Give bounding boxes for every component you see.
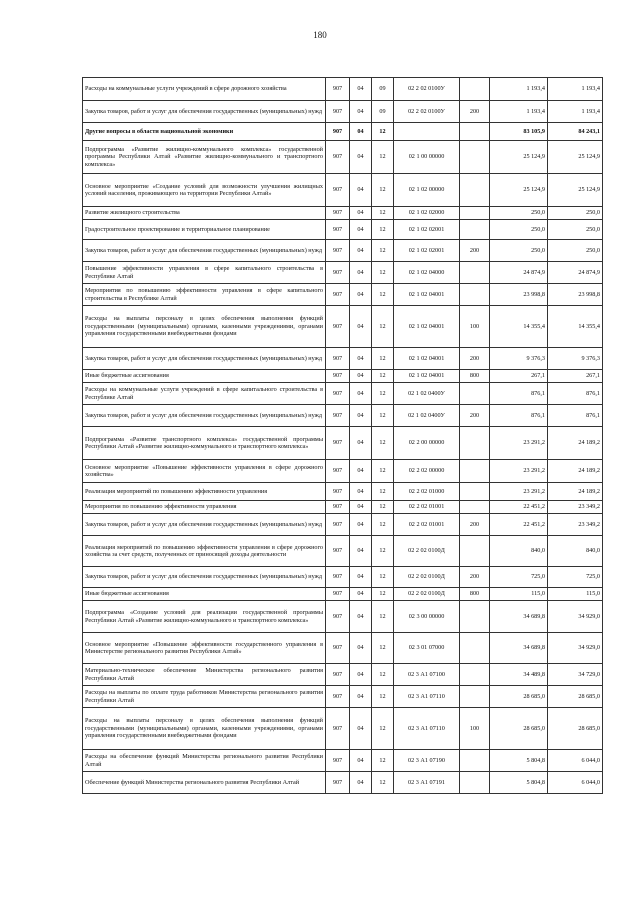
table-row bbox=[83, 101, 603, 123]
section-code: 04 bbox=[350, 588, 372, 601]
amount-year-2: 25 124,9 bbox=[548, 174, 603, 207]
section-code: 04 bbox=[350, 567, 372, 588]
page-number: 180 bbox=[313, 30, 327, 40]
amount-year-1: 250,0 bbox=[490, 207, 548, 220]
expense-type-code: 200 bbox=[460, 405, 490, 427]
amount-year-2: 250,0 bbox=[548, 240, 603, 262]
ved-code: 907 bbox=[326, 427, 350, 460]
row-name: Расходы на коммунальные услуги учреждений в сфере капитального строительства в Республике Алтай bbox=[83, 383, 326, 405]
subsection-code: 12 bbox=[372, 207, 394, 220]
row-name: Градостроительное проектирование и территориальное планирование bbox=[83, 220, 326, 240]
table-row bbox=[83, 220, 603, 240]
ved-code: 907 bbox=[326, 240, 350, 262]
row-name: Материально-техническое обеспечение Министерства регионального развития Республики Алтай bbox=[83, 664, 326, 686]
target-article-code bbox=[394, 123, 460, 141]
expense-type-code bbox=[460, 601, 490, 633]
amount-year-2: 84 243,1 bbox=[548, 123, 603, 141]
amount-year-2: 25 124,9 bbox=[548, 141, 603, 174]
ved-code: 907 bbox=[326, 123, 350, 141]
row-name: Мероприятия по повышению эффективности управления bbox=[83, 501, 326, 514]
section-code: 04 bbox=[350, 483, 372, 501]
table-row bbox=[83, 483, 603, 501]
section-code: 04 bbox=[350, 101, 372, 123]
ved-code: 907 bbox=[326, 101, 350, 123]
target-article-code: 02 1 02 04001 bbox=[394, 284, 460, 306]
target-article-code: 02 2 02 0100Д bbox=[394, 567, 460, 588]
row-name: Закупка товаров, работ и услуг для обеспечения государственных (муниципальных) нужд bbox=[83, 240, 326, 262]
row-name: Основное мероприятие «Повышение эффективности управления в сфере дорожного хозяйства» bbox=[83, 460, 326, 483]
row-name: Повышение эффективности управления в сфере капитального строительства в Республике Алтай bbox=[83, 262, 326, 284]
subsection-code: 12 bbox=[372, 708, 394, 750]
expense-type-code: 100 bbox=[460, 306, 490, 348]
subsection-code: 12 bbox=[372, 427, 394, 460]
table-row bbox=[83, 501, 603, 514]
amount-year-2: 267,1 bbox=[548, 370, 603, 383]
amount-year-1: 34 489,8 bbox=[490, 664, 548, 686]
subsection-code: 12 bbox=[372, 240, 394, 262]
amount-year-2: 23 349,2 bbox=[548, 514, 603, 536]
ved-code: 907 bbox=[326, 567, 350, 588]
target-article-code: 02 3 А1 07110 bbox=[394, 708, 460, 750]
ved-code: 907 bbox=[326, 207, 350, 220]
ved-code: 907 bbox=[326, 174, 350, 207]
ved-code: 907 bbox=[326, 686, 350, 708]
subsection-code: 12 bbox=[372, 664, 394, 686]
row-name: Закупка товаров, работ и услуг для обеспечения государственных (муниципальных) нужд bbox=[83, 514, 326, 536]
row-name: Закупка товаров, работ и услуг для обеспечения государственных (муниципальных) нужд bbox=[83, 348, 326, 370]
ved-code: 907 bbox=[326, 750, 350, 772]
table-row bbox=[83, 383, 603, 405]
subsection-code: 12 bbox=[372, 536, 394, 567]
subsection-code: 12 bbox=[372, 750, 394, 772]
amount-year-1: 840,0 bbox=[490, 536, 548, 567]
ved-code: 907 bbox=[326, 772, 350, 794]
expense-type-code bbox=[460, 383, 490, 405]
section-code: 04 bbox=[350, 633, 372, 664]
amount-year-2: 1 193,4 bbox=[548, 78, 603, 101]
subsection-code: 12 bbox=[372, 383, 394, 405]
target-article-code: 02 1 02 0400У bbox=[394, 383, 460, 405]
amount-year-1: 876,1 bbox=[490, 405, 548, 427]
target-article-code: 02 3 А1 07191 bbox=[394, 772, 460, 794]
amount-year-1: 34 689,8 bbox=[490, 601, 548, 633]
expense-type-code bbox=[460, 633, 490, 664]
table-row bbox=[83, 262, 603, 284]
amount-year-1: 1 193,4 bbox=[490, 78, 548, 101]
ved-code: 907 bbox=[326, 633, 350, 664]
expense-type-code: 100 bbox=[460, 708, 490, 750]
budget-table bbox=[82, 77, 603, 794]
target-article-code: 02 1 02 02001 bbox=[394, 220, 460, 240]
section-code: 04 bbox=[350, 174, 372, 207]
row-name: Иные бюджетные ассигнования bbox=[83, 588, 326, 601]
section-code: 04 bbox=[350, 686, 372, 708]
table-row bbox=[83, 567, 603, 588]
row-name: Развитие жилищного строительства bbox=[83, 207, 326, 220]
amount-year-1: 23 998,8 bbox=[490, 284, 548, 306]
row-name: Реализация мероприятий по повышению эффективности управления в сфере дорожного хозяйства за счет средств, полученных от приносящей доходы деятельности bbox=[83, 536, 326, 567]
ved-code: 907 bbox=[326, 514, 350, 536]
target-article-code: 02 1 02 04001 bbox=[394, 348, 460, 370]
target-article-code: 02 2 02 0100У bbox=[394, 78, 460, 101]
ved-code: 907 bbox=[326, 536, 350, 567]
amount-year-1: 725,0 bbox=[490, 567, 548, 588]
amount-year-2: 23 998,8 bbox=[548, 284, 603, 306]
expense-type-code bbox=[460, 141, 490, 174]
amount-year-1: 267,1 bbox=[490, 370, 548, 383]
subsection-code: 12 bbox=[372, 686, 394, 708]
amount-year-2: 6 044,0 bbox=[548, 750, 603, 772]
expense-type-code: 200 bbox=[460, 348, 490, 370]
row-name: Закупка товаров, работ и услуг для обеспечения государственных (муниципальных) нужд bbox=[83, 101, 326, 123]
ved-code: 907 bbox=[326, 284, 350, 306]
target-article-code: 02 2 02 01001 bbox=[394, 514, 460, 536]
section-code: 04 bbox=[350, 405, 372, 427]
row-name: Подпрограмма «Развитие жилищно-коммунального комплекса» государственной программы Республики Алтай «Развитие жилищно-коммунального и транспортного комплекса» bbox=[83, 141, 326, 174]
target-article-code: 02 3 А1 07190 bbox=[394, 750, 460, 772]
section-code: 04 bbox=[350, 664, 372, 686]
ved-code: 907 bbox=[326, 348, 350, 370]
amount-year-2: 9 376,3 bbox=[548, 348, 603, 370]
expense-type-code bbox=[460, 174, 490, 207]
table-row bbox=[83, 772, 603, 794]
expense-type-code: 200 bbox=[460, 240, 490, 262]
amount-year-1: 250,0 bbox=[490, 240, 548, 262]
ved-code: 907 bbox=[326, 383, 350, 405]
amount-year-2: 24 874,9 bbox=[548, 262, 603, 284]
row-name: Подпрограмма «Создание условий для реализации государственной программы Республики Алтай «Развитие жилищно-коммунального и транспортного комплекса» bbox=[83, 601, 326, 633]
table-row bbox=[83, 460, 603, 483]
amount-year-1: 23 291,2 bbox=[490, 483, 548, 501]
amount-year-1: 22 451,2 bbox=[490, 514, 548, 536]
target-article-code: 02 2 02 00000 bbox=[394, 460, 460, 483]
section-code: 04 bbox=[350, 601, 372, 633]
table-row bbox=[83, 370, 603, 383]
section-code: 04 bbox=[350, 750, 372, 772]
section-code: 04 bbox=[350, 220, 372, 240]
section-code: 04 bbox=[350, 708, 372, 750]
expense-type-code bbox=[460, 772, 490, 794]
target-article-code: 02 1 02 0400У bbox=[394, 405, 460, 427]
target-article-code: 02 2 02 0100У bbox=[394, 101, 460, 123]
expense-type-code: 800 bbox=[460, 370, 490, 383]
amount-year-1: 25 124,9 bbox=[490, 174, 548, 207]
expense-type-code bbox=[460, 220, 490, 240]
section-code: 04 bbox=[350, 460, 372, 483]
amount-year-1: 9 376,3 bbox=[490, 348, 548, 370]
subsection-code: 12 bbox=[372, 514, 394, 536]
table-row bbox=[83, 536, 603, 567]
row-name: Расходы на выплаты персоналу в целях обеспечения выполнения функций государственными (муниципальными) органами, казенными учреждениями, органами управления государственными внебюджетными фондами bbox=[83, 306, 326, 348]
ved-code: 907 bbox=[326, 588, 350, 601]
target-article-code: 02 1 02 04001 bbox=[394, 370, 460, 383]
section-code: 04 bbox=[350, 370, 372, 383]
subsection-code: 12 bbox=[372, 460, 394, 483]
amount-year-2: 840,0 bbox=[548, 536, 603, 567]
target-article-code: 02 1 02 04000 bbox=[394, 262, 460, 284]
amount-year-1: 24 874,9 bbox=[490, 262, 548, 284]
amount-year-2: 115,0 bbox=[548, 588, 603, 601]
row-name: Закупка товаров, работ и услуг для обеспечения государственных (муниципальных) нужд bbox=[83, 405, 326, 427]
amount-year-2: 28 685,0 bbox=[548, 686, 603, 708]
subsection-code: 12 bbox=[372, 483, 394, 501]
amount-year-2: 876,1 bbox=[548, 405, 603, 427]
row-name: Другие вопросы в области национальной экономики bbox=[83, 123, 326, 141]
subsection-code: 12 bbox=[372, 174, 394, 207]
amount-year-2: 23 349,2 bbox=[548, 501, 603, 514]
amount-year-1: 22 451,2 bbox=[490, 501, 548, 514]
section-code: 04 bbox=[350, 383, 372, 405]
section-code: 04 bbox=[350, 141, 372, 174]
subsection-code: 12 bbox=[372, 220, 394, 240]
section-code: 04 bbox=[350, 348, 372, 370]
amount-year-2: 34 729,0 bbox=[548, 664, 603, 686]
table-row bbox=[83, 588, 603, 601]
section-code: 04 bbox=[350, 123, 372, 141]
target-article-code: 02 3 А1 07100 bbox=[394, 664, 460, 686]
section-code: 04 bbox=[350, 514, 372, 536]
target-article-code: 02 2 00 00000 bbox=[394, 427, 460, 460]
ved-code: 907 bbox=[326, 262, 350, 284]
amount-year-1: 14 355,4 bbox=[490, 306, 548, 348]
expense-type-code bbox=[460, 460, 490, 483]
amount-year-2: 1 193,4 bbox=[548, 101, 603, 123]
row-name: Расходы на выплаты персоналу в целях обеспечения выполнения функций государственными (муниципальными) органами, казенными учреждениями, органами управления государственными внебюджетными фондами bbox=[83, 708, 326, 750]
amount-year-2: 34 929,0 bbox=[548, 601, 603, 633]
target-article-code: 02 2 02 0100Д bbox=[394, 588, 460, 601]
section-code: 04 bbox=[350, 207, 372, 220]
amount-year-1: 23 291,2 bbox=[490, 427, 548, 460]
subsection-code: 12 bbox=[372, 405, 394, 427]
amount-year-1: 5 804,8 bbox=[490, 772, 548, 794]
table-row bbox=[83, 601, 603, 633]
section-code: 04 bbox=[350, 262, 372, 284]
amount-year-1: 115,0 bbox=[490, 588, 548, 601]
target-article-code: 02 1 02 00000 bbox=[394, 174, 460, 207]
amount-year-2: 250,0 bbox=[548, 207, 603, 220]
subsection-code: 09 bbox=[372, 101, 394, 123]
expense-type-code bbox=[460, 664, 490, 686]
section-code: 04 bbox=[350, 536, 372, 567]
amount-year-1: 876,1 bbox=[490, 383, 548, 405]
row-name: Основное мероприятие «Повышение эффективности государственного управления в Министерстве регионального развития Республики Алтай» bbox=[83, 633, 326, 664]
expense-type-code bbox=[460, 284, 490, 306]
amount-year-2: 876,1 bbox=[548, 383, 603, 405]
amount-year-1: 250,0 bbox=[490, 220, 548, 240]
subsection-code: 12 bbox=[372, 567, 394, 588]
ved-code: 907 bbox=[326, 405, 350, 427]
subsection-code: 12 bbox=[372, 306, 394, 348]
subsection-code: 12 bbox=[372, 123, 394, 141]
ved-code: 907 bbox=[326, 78, 350, 101]
row-name: Закупка товаров, работ и услуг для обеспечения государственных (муниципальных) нужд bbox=[83, 567, 326, 588]
ved-code: 907 bbox=[326, 460, 350, 483]
target-article-code: 02 3 А1 07110 bbox=[394, 686, 460, 708]
row-name: Подпрограмма «Развитие транспортного комплекса» государственной программы Республики Алтай «Развитие жилищно-коммунального и транспортного комплекса» bbox=[83, 427, 326, 460]
expense-type-code bbox=[460, 686, 490, 708]
expense-type-code bbox=[460, 78, 490, 101]
amount-year-1: 34 689,8 bbox=[490, 633, 548, 664]
table-row bbox=[83, 686, 603, 708]
subsection-code: 12 bbox=[372, 772, 394, 794]
section-code: 04 bbox=[350, 240, 372, 262]
table-row bbox=[83, 123, 603, 141]
ved-code: 907 bbox=[326, 220, 350, 240]
subsection-code: 12 bbox=[372, 601, 394, 633]
amount-year-1: 1 193,4 bbox=[490, 101, 548, 123]
row-name: Расходы на коммунальные услуги учреждений в сфере дорожного хозяйства bbox=[83, 78, 326, 101]
subsection-code: 09 bbox=[372, 78, 394, 101]
target-article-code: 02 1 00 00000 bbox=[394, 141, 460, 174]
ved-code: 907 bbox=[326, 664, 350, 686]
ved-code: 907 bbox=[326, 483, 350, 501]
expense-type-code bbox=[460, 750, 490, 772]
row-name: Иные бюджетные ассигнования bbox=[83, 370, 326, 383]
section-code: 04 bbox=[350, 78, 372, 101]
table-row bbox=[83, 708, 603, 750]
subsection-code: 12 bbox=[372, 588, 394, 601]
amount-year-1: 28 685,0 bbox=[490, 686, 548, 708]
table-row bbox=[83, 405, 603, 427]
expense-type-code bbox=[460, 427, 490, 460]
target-article-code: 02 2 02 01000 bbox=[394, 483, 460, 501]
ved-code: 907 bbox=[326, 306, 350, 348]
ved-code: 907 bbox=[326, 370, 350, 383]
expense-type-code: 200 bbox=[460, 514, 490, 536]
table-row bbox=[83, 240, 603, 262]
amount-year-1: 28 685,0 bbox=[490, 708, 548, 750]
expense-type-code bbox=[460, 536, 490, 567]
amount-year-2: 24 189,2 bbox=[548, 460, 603, 483]
table-row bbox=[83, 284, 603, 306]
subsection-code: 12 bbox=[372, 633, 394, 664]
table-row bbox=[83, 141, 603, 174]
table-row bbox=[83, 514, 603, 536]
amount-year-2: 34 929,0 bbox=[548, 633, 603, 664]
target-article-code: 02 2 02 0100Д bbox=[394, 536, 460, 567]
table-row bbox=[83, 664, 603, 686]
expense-type-code: 200 bbox=[460, 101, 490, 123]
ved-code: 907 bbox=[326, 601, 350, 633]
table-row bbox=[83, 633, 603, 664]
subsection-code: 12 bbox=[372, 262, 394, 284]
table-row bbox=[83, 207, 603, 220]
expense-type-code bbox=[460, 483, 490, 501]
section-code: 04 bbox=[350, 427, 372, 460]
amount-year-2: 6 044,0 bbox=[548, 772, 603, 794]
table-row bbox=[83, 306, 603, 348]
expense-type-code bbox=[460, 207, 490, 220]
target-article-code: 02 1 02 04001 bbox=[394, 306, 460, 348]
target-article-code: 02 1 02 02000 bbox=[394, 207, 460, 220]
amount-year-1: 23 291,2 bbox=[490, 460, 548, 483]
row-name: Мероприятия по повышению эффективности управления в сфере капитального строительства в Республике Алтай bbox=[83, 284, 326, 306]
section-code: 04 bbox=[350, 306, 372, 348]
expense-type-code bbox=[460, 123, 490, 141]
amount-year-1: 25 124,9 bbox=[490, 141, 548, 174]
section-code: 04 bbox=[350, 772, 372, 794]
table-row bbox=[83, 348, 603, 370]
expense-type-code: 800 bbox=[460, 588, 490, 601]
subsection-code: 12 bbox=[372, 501, 394, 514]
table-row bbox=[83, 78, 603, 101]
row-name: Расходы на обеспечение функций Министерства регионального развития Республики Алтай bbox=[83, 750, 326, 772]
table-row bbox=[83, 750, 603, 772]
amount-year-2: 14 355,4 bbox=[548, 306, 603, 348]
amount-year-1: 5 804,8 bbox=[490, 750, 548, 772]
amount-year-2: 24 189,2 bbox=[548, 483, 603, 501]
target-article-code: 02 3 01 07000 bbox=[394, 633, 460, 664]
row-name: Реализация мероприятий по повышению эффективности управления bbox=[83, 483, 326, 501]
expense-type-code: 200 bbox=[460, 567, 490, 588]
row-name: Основное мероприятие «Создание условий для возможности улучшения жилищных условий населения, проживающего на территории Республики Алтай» bbox=[83, 174, 326, 207]
target-article-code: 02 2 02 01001 bbox=[394, 501, 460, 514]
row-name: Расходы на выплаты по оплате труда работников Министерства регионального развития Республики Алтай bbox=[83, 686, 326, 708]
row-name: Обеспечение функций Министерства регионального развития Республики Алтай bbox=[83, 772, 326, 794]
table-row bbox=[83, 427, 603, 460]
subsection-code: 12 bbox=[372, 141, 394, 174]
subsection-code: 12 bbox=[372, 370, 394, 383]
ved-code: 907 bbox=[326, 708, 350, 750]
amount-year-2: 24 189,2 bbox=[548, 427, 603, 460]
ved-code: 907 bbox=[326, 141, 350, 174]
amount-year-2: 250,0 bbox=[548, 220, 603, 240]
expense-type-code bbox=[460, 262, 490, 284]
subsection-code: 12 bbox=[372, 348, 394, 370]
section-code: 04 bbox=[350, 284, 372, 306]
ved-code: 907 bbox=[326, 501, 350, 514]
amount-year-1: 83 105,9 bbox=[490, 123, 548, 141]
amount-year-2: 725,0 bbox=[548, 567, 603, 588]
subsection-code: 12 bbox=[372, 284, 394, 306]
amount-year-2: 28 685,0 bbox=[548, 708, 603, 750]
target-article-code: 02 3 00 00000 bbox=[394, 601, 460, 633]
table-row bbox=[83, 174, 603, 207]
section-code: 04 bbox=[350, 501, 372, 514]
expense-type-code bbox=[460, 501, 490, 514]
target-article-code: 02 1 02 02001 bbox=[394, 240, 460, 262]
